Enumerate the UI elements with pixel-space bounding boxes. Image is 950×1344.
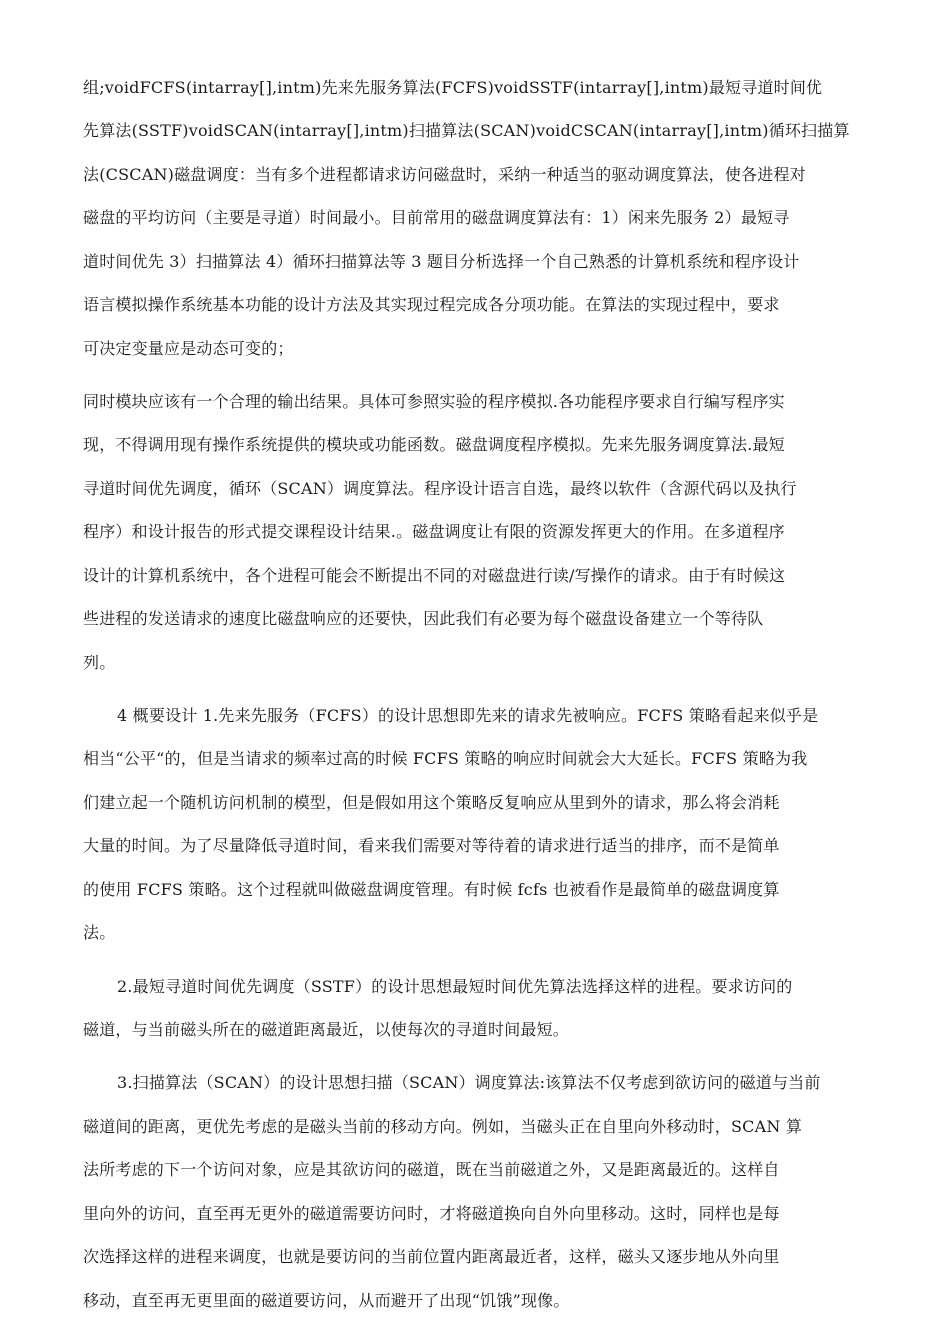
text-line: 现，不得调用现有操作系统提供的模块或功能函数。磁盘调度程序模拟。先来先服务调度算法.最短 (83, 435, 785, 454)
text-line: 法所考虑的下一个访问对象，应是其欲访问的磁道，既在当前磁道之外，又是距离最近的。这样自 (83, 1160, 780, 1179)
text-line: 们建立起一个随机访问机制的模型，但是假如用这个策略反复响应从里到外的请求，那么将会消耗 (83, 793, 780, 812)
text-line: 磁道间的距离，更优先考虑的是磁头当前的移动方向。例如，当磁头正在自里向外移动时，SCAN 算 (83, 1117, 803, 1136)
text-line: 寻道时间优先调度，循环（SCAN）调度算法。程序设计语言自选，最终以软件（含源代码以及执行 (83, 479, 797, 498)
text-line: 可决定变量应是动态可变的； (83, 339, 294, 358)
text-line: 磁道，与当前磁头所在的磁道距离最近，以使每次的寻道时间最短。 (83, 1020, 570, 1039)
text-line: 法。 (83, 923, 116, 942)
text-line: 大量的时间。为了尽量降低寻道时间，看来我们需要对等待着的请求进行适当的排序，而不是简单 (83, 836, 780, 855)
text-line: 法(CSCAN)磁盘调度：当有多个进程都请求访问磁盘时，采纳一种适当的驱动调度算法，使各进程对 (83, 165, 806, 184)
text-line: 语言模拟操作系统基本功能的设计方法及其实现过程完成各分项功能。在算法的实现过程中，要求 (83, 295, 780, 314)
text-line: 相当“公平“的，但是当请求的频率过高的时候 FCFS 策略的响应时间就会大大延长。FCFS 策略为我 (83, 749, 808, 768)
text-line: 的使用 FCFS 策略。这个过程就叫做磁盘调度管理。有时候 fcfs 也被看作是最简单的磁盘调度算 (83, 880, 780, 899)
text-line: 组;voidFCFS(intarray[],intm)先来先服务算法(FCFS)voidSSTF(intarray[],intm)最短寻道时间优 (83, 78, 823, 97)
text-line: 些进程的发送请求的速度比磁盘响应的还要快，因此我们有必要为每个磁盘设备建立一个等待队 (83, 609, 764, 628)
text-line: 移动，直至再无更里面的磁道要访问，从而避开了出现“饥饿”现像。 (83, 1291, 570, 1310)
text-line: 3.扫描算法（SCAN）的设计思想扫描（SCAN）调度算法:该算法不仅考虑到欲访问的磁道与当前 (117, 1073, 821, 1092)
text-line: 同时模块应该有一个合理的输出结果。具体可参照实验的程序模拟.各功能程序要求自行编写程序实 (83, 392, 785, 411)
text-line: 列。 (83, 653, 116, 672)
text-line: 道时间优先 3）扫描算法 4）循环扫描算法等 3 题目分析选择一个自己熟悉的计算机系统和程序设计 (83, 252, 800, 271)
text-line: 4 概要设计 1.先来先服务（FCFS）的设计思想即先来的请求先被响应。FCFS 策略看起来似乎是 (117, 706, 819, 725)
text-line: 磁盘的平均访问（主要是寻道）时间最小。目前常用的磁盘调度算法有：1）闲来先服务 2）最短寻 (83, 208, 790, 227)
text-line: 程序）和设计报告的形式提交课程设计结果.。磁盘调度让有限的资源发挥更大的作用。在多道程序 (83, 522, 785, 541)
text-line: 次选择这样的进程来调度，也就是要访问的当前位置内距离最近者，这样，磁头又逐步地从外向里 (83, 1247, 780, 1266)
text-line: 先算法(SSTF)voidSCAN(intarray[],intm)扫描算法(SCAN)voidCSCAN(intarray[],intm)循环扫描算 (83, 121, 850, 140)
text-line: 里向外的访问，直至再无更外的磁道需要访问时，才将磁道换向自外向里移动。这时，同样也是每 (83, 1204, 780, 1223)
text-line: 设计的计算机系统中，各个进程可能会不断提出不同的对磁盘进行读/写操作的请求。由于有时候这 (83, 566, 786, 585)
text-line: 2.最短寻道时间优先调度（SSTF）的设计思想最短时间优先算法选择这样的进程。要求访问的 (117, 977, 793, 996)
